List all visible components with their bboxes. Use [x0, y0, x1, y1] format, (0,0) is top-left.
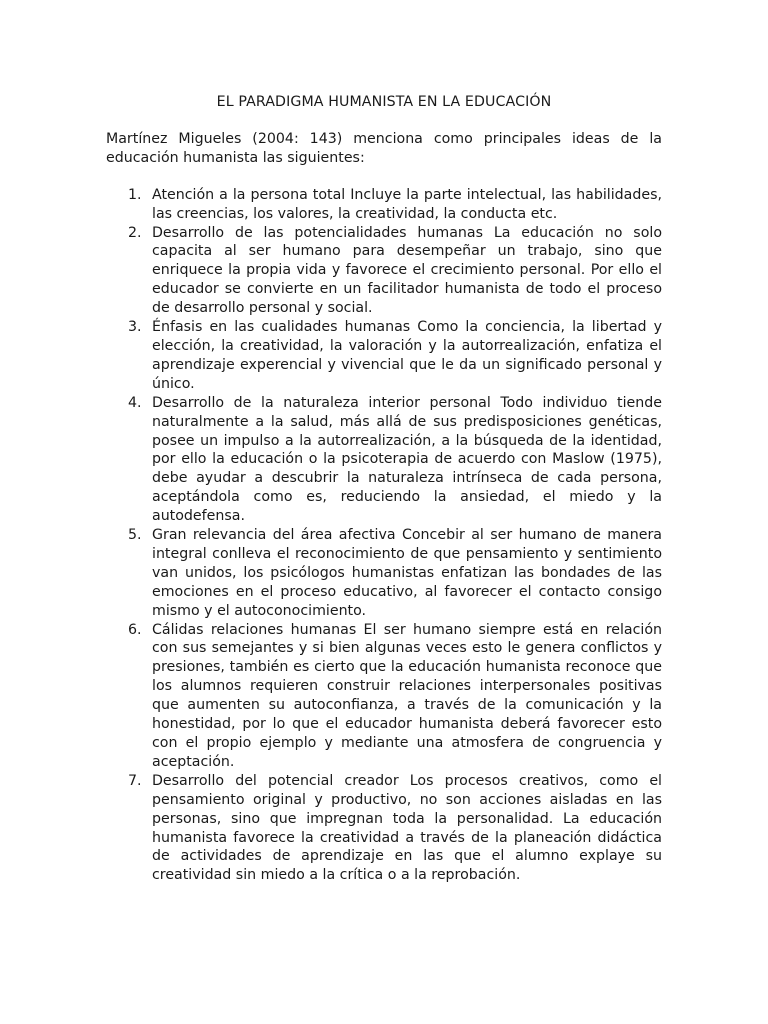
list-item	[106, 186, 662, 224]
list-item-text: Atención a la persona total Incluye la parte intelectual, las habilidades, las creencias, los valores, la creatividad, la conducta etc.	[152, 186, 662, 222]
list-item-number: 4.	[128, 394, 142, 411]
list-item-text: Gran relevancia del área afectiva Concebir al ser humano de manera integral conlleva el reconocimiento de que pensamiento y sentimiento van unidos, los psicólogos humanistas enfatizan las bondades de las emociones en el proceso educativo, al favorecer el contacto consigo mismo y el autoconocimiento.	[152, 527, 662, 619]
list-item-text: Cálidas relaciones humanas El ser humano siempre está en relación con sus semejantes y si bien algunas veces esto le genera conflictos y presiones, también es cierto que la educación humanista reconoce que los alumnos requieren construir relaciones interpersonales positivas que aumenten su autoconfianza, a través de la comunicación y la honestidad, por lo que el educador humanista deberá favorecer esto con el propio ejemplo y mediante una atmosfera de congruencia y aceptación.	[152, 621, 662, 770]
list-item	[106, 772, 662, 885]
list-item	[106, 318, 662, 394]
intro-paragraph: Martínez Migueles (2004: 143) menciona como principales ideas de la educación humanista las siguientes:	[106, 130, 662, 166]
list-item-number: 1.	[128, 186, 142, 203]
list-item-text: Desarrollo de la naturaleza interior personal Todo individuo tiende naturalmente a la salud, más allá de sus predisposiciones genéticas, posee un impulso a la autorrealización, a la búsqueda de la identidad, por ello la educación o la psicoterapia de acuerdo con Maslow (1975), debe ayudar a descubrir la naturaleza intrínseca de cada persona, aceptándola como es, reduciendo la ansiedad, el miedo y la autodefensa.	[152, 394, 662, 525]
document-page	[106, 93, 662, 885]
list-item-number: 2.	[128, 224, 142, 241]
list-item-text: Desarrollo de las potencialidades humanas La educación no solo capacita al ser humano para desempeñar un trabajo, sino que enriquece la propia vida y favorece el crecimiento personal. Por ello el educador se convierte en un facilitador humanista de todo el proceso de desarrollo personal y social.	[152, 224, 662, 317]
ideas-list	[106, 186, 662, 886]
document-title: EL PARADIGMA HUMANISTA EN LA EDUCACIÓN	[216, 94, 552, 110]
list-item-number: 6.	[128, 621, 142, 638]
list-item-number: 3.	[128, 319, 142, 336]
list-item-text: Desarrollo del potencial creador Los procesos creativos, como el pensamiento original y productivo, no son acciones aisladas en las personas, sino que impregnan toda la personalidad. La educación humanista favorece la creatividad a través de la planeación didáctica de actividades de aprendizaje en las que el alumno explaye su creatividad sin miedo a la crítica o a la reprobación.	[152, 772, 662, 884]
list-item-text: Énfasis en las cualidades humanas Como la conciencia, la libertad y elección, la creatividad, la valoración y la autorrealización, enfatiza el aprendizaje experencial y vivencial que le da un significado personal y único.	[152, 319, 662, 392]
list-item	[106, 224, 662, 319]
list-item-number: 7.	[128, 772, 142, 789]
list-item-number: 5.	[128, 527, 142, 544]
list-item	[106, 526, 662, 621]
list-item	[106, 394, 662, 526]
list-item	[106, 621, 662, 772]
